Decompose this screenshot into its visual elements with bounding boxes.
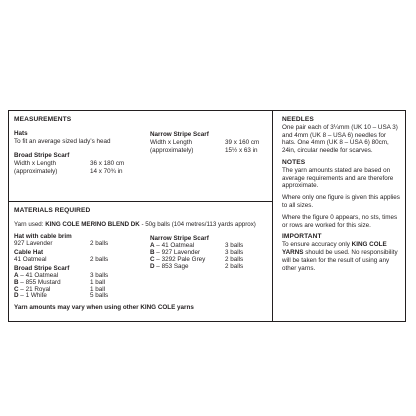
notes-heading: NOTES bbox=[282, 158, 306, 166]
hat-cable-brim-qty: 2 balls bbox=[90, 240, 109, 247]
important-text bbox=[282, 241, 400, 272]
important-pre: To ensure accuracy only bbox=[282, 241, 352, 249]
narrow-b-qty: 3 balls bbox=[225, 249, 244, 256]
hat-cable-brim-title: Hat with cable brim bbox=[14, 233, 72, 240]
broad-a-letter: A bbox=[14, 272, 19, 279]
cable-hat-color: 41 Oatmeal bbox=[14, 256, 47, 263]
hats-text: To fit an average sized lady’s head bbox=[14, 138, 111, 145]
narrow-a-color: – 41 Oatmeal bbox=[154, 242, 195, 249]
yarn-used-suffix: - 50g balls (104 metres/113 yards approx) bbox=[139, 221, 256, 228]
right-column bbox=[282, 116, 400, 272]
narrow-scarf-label1: Width x Length bbox=[150, 139, 193, 146]
broad-scarf-value1: 36 x 180 cm bbox=[90, 160, 125, 167]
hats-title: Hats bbox=[14, 130, 28, 137]
broad-scarf-measure-title: Broad Stripe Scarf bbox=[14, 152, 70, 159]
hat-cable-brim-color: 927 Lavender bbox=[14, 240, 53, 247]
broad-d-color: – 1 White bbox=[18, 292, 47, 299]
narrow-d-qty: 2 balls bbox=[225, 263, 244, 270]
narrow-c-qty: 2 balls bbox=[225, 256, 244, 263]
narrow-scarf-measure-title: Narrow Stripe Scarf bbox=[150, 131, 209, 138]
broad-scarf-row-d bbox=[14, 292, 47, 300]
column-divider bbox=[272, 110, 273, 322]
broad-scarf-materials-title: Broad Stripe Scarf bbox=[14, 265, 70, 272]
broad-b-qty: 1 ball bbox=[90, 279, 106, 286]
narrow-scarf-row-d bbox=[150, 263, 189, 271]
materials-footer: Yarn amounts may vary when using other KING COLE yarns bbox=[14, 304, 194, 311]
section-divider bbox=[8, 201, 272, 202]
notes-p3: Where the figure 0 appears, no sts, times or rows are worked for this size. bbox=[282, 213, 398, 229]
important-post: should be used. No responsibility will be taken for the result of using any other yarns. bbox=[282, 248, 398, 272]
important-heading: IMPORTANT bbox=[282, 233, 322, 241]
narrow-scarf-label2: (approximately) bbox=[150, 147, 194, 154]
broad-a-color: – 41 Oatmeal bbox=[18, 272, 59, 279]
narrow-c-letter: C bbox=[150, 256, 155, 263]
yarn-used-prefix: Yarn used: bbox=[14, 221, 46, 228]
yarn-used-line bbox=[14, 221, 256, 229]
important-brand: KING COLE YARNS bbox=[282, 241, 387, 256]
cable-hat-title: Cable Hat bbox=[14, 249, 44, 256]
broad-scarf-label1: Width x Length bbox=[14, 160, 57, 167]
broad-b-color: – 855 Mustard bbox=[18, 279, 61, 286]
cable-hat-qty: 2 balls bbox=[90, 256, 109, 263]
broad-c-letter: C bbox=[14, 286, 19, 293]
narrow-d-color: – 853 Sage bbox=[154, 263, 189, 270]
narrow-b-letter: B bbox=[150, 249, 155, 256]
narrow-a-letter: A bbox=[150, 242, 155, 249]
broad-d-qty: 5 balls bbox=[90, 292, 109, 299]
needles-heading: NEEDLES bbox=[282, 116, 314, 123]
yarn-name: KING COLE MERINO BLEND DK bbox=[45, 221, 140, 228]
narrow-b-color: – 927 Lavender bbox=[154, 249, 201, 256]
needles-text: One pair each of 3¼mm (UK 10 – USA 3) and 4mm (UK 8 – USA 6) needles for hats. One 4mm (UK 8 – USA 6) 80cm, 24in, circular needle for scarves. bbox=[282, 123, 398, 155]
narrow-scarf-value1: 39 x 160 cm bbox=[225, 139, 260, 146]
broad-a-qty: 3 balls bbox=[90, 272, 109, 279]
broad-scarf-label2: (approximately) bbox=[14, 168, 58, 175]
narrow-d-letter: D bbox=[150, 263, 155, 270]
broad-scarf-value2: 14 x 70¾ in bbox=[90, 168, 123, 175]
broad-b-letter: B bbox=[14, 279, 19, 286]
materials-heading: MATERIALS REQUIRED bbox=[14, 207, 91, 214]
narrow-a-qty: 3 balls bbox=[225, 242, 244, 249]
narrow-c-color: – 3292 Pale Grey bbox=[154, 256, 206, 263]
narrow-scarf-materials-title: Narrow Stripe Scarf bbox=[150, 235, 209, 242]
notes-p1: The yarn amounts stated are based on average requirements and are therefore approximate. bbox=[282, 166, 394, 190]
notes-p2: Where only one figure is given this applies to all sizes. bbox=[282, 194, 400, 209]
narrow-scarf-value2: 15½ x 63 in bbox=[225, 147, 258, 154]
broad-c-qty: 1 ball bbox=[90, 286, 106, 293]
measurements-heading: MEASUREMENTS bbox=[14, 116, 72, 123]
broad-d-letter: D bbox=[14, 292, 19, 299]
broad-c-color: – 21 Royal bbox=[18, 286, 51, 293]
